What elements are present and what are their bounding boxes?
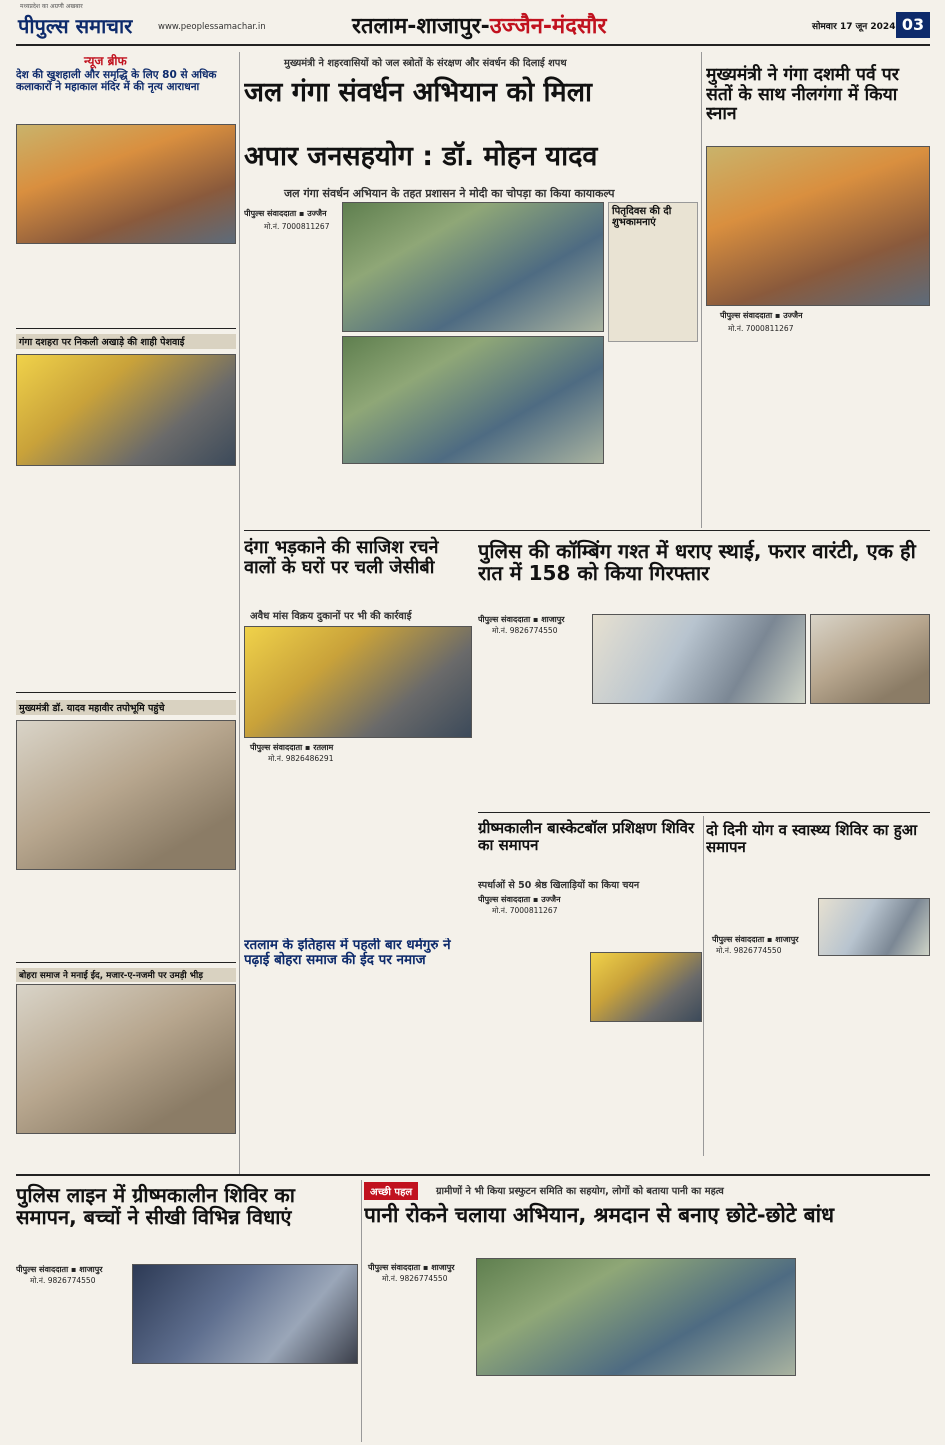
basketball-subhead: स्पर्धाओं से 50 श्रेष्ठ खिलाड़ियों का किया चयन bbox=[478, 880, 640, 891]
cm-ganga-byline-name: पीपुल्स संवाददाता bbox=[720, 311, 773, 320]
yoga-byline-city: शाजापुर bbox=[775, 935, 799, 944]
bohra-headline: रतलाम के इतिहास में पहली बार धर्मगुरु ने पढ़ाई बोहरा समाज की ईद पर नमाज bbox=[244, 938, 451, 969]
column-divider-right-lower bbox=[703, 816, 704, 1156]
basketball-photo bbox=[590, 952, 702, 1022]
main-story-sidebar-head: पितृदिवस की दी शुभकामनाएं bbox=[612, 206, 672, 229]
main-story-subhead: जल गंगा संवर्धन अभियान के तहत प्रशासन ने मोदी का चोपड़ा का किया कायाकल्प bbox=[284, 187, 615, 200]
news-brief-column bbox=[16, 52, 236, 1174]
news-brief-label: न्यूज ब्रीफ bbox=[84, 54, 127, 68]
masthead-rule bbox=[16, 44, 930, 46]
main-story-kicker: मुख्यमंत्री ने शहरवासियों को जल स्त्रोतों के संरक्षण और संवर्धन की दिलाई शपथ bbox=[284, 58, 567, 69]
main-story-mobile bbox=[264, 222, 329, 232]
water-byline: पीपुल्स संवाददाता ▪ शाजापुर bbox=[368, 1263, 455, 1272]
water-kicker: ग्रामीणों ने भी किया प्रस्फुटन समिति का सहयोग, लोगों को बताया पानी का महत्व bbox=[436, 1186, 724, 1197]
main-story-headline-2: अपार जनसहयोग : डॉ. मोहन यादव bbox=[244, 141, 598, 172]
police-line-photo bbox=[132, 1264, 358, 1364]
brief-1-photo bbox=[16, 124, 236, 244]
main-story-photo-ceremony bbox=[342, 202, 604, 332]
masthead-brand: पीपुल्स समाचार bbox=[18, 14, 133, 38]
danga-byline-name: पीपुल्स संवाददाता bbox=[250, 743, 303, 752]
brief-1-headline: देश की खुशहाली और समृद्धि के लिए 80 से अधिक कलाकारों ने महाकाल मंदिर में की नृत्य आराधना bbox=[16, 69, 217, 93]
cm-ganga-story bbox=[706, 52, 930, 528]
basketball-mobile bbox=[492, 906, 557, 916]
masthead bbox=[0, 0, 945, 46]
combing-mobile bbox=[492, 626, 557, 636]
main-story-headline-1: जल गंगा संवर्धन अभियान को मिला bbox=[244, 77, 592, 108]
brief-2-headline: गंगा दशहरा पर निकली अखाड़े की शाही पेशवाई bbox=[16, 334, 236, 349]
police-line-mobile bbox=[30, 1276, 95, 1286]
water-photo bbox=[476, 1258, 796, 1376]
water-tag: अच्छी पहल bbox=[364, 1182, 418, 1200]
cm-ganga-photo bbox=[706, 146, 930, 306]
police-line-headline: पुलिस लाइन में ग्रीष्मकालीन शिविर का समापन, बच्चों ने सीखी विभिन्न विधाएं bbox=[16, 1183, 295, 1230]
danga-photo-jcb bbox=[244, 626, 472, 738]
combing-byline-name: पीपुल्स संवाददाता bbox=[478, 615, 531, 624]
cm-ganga-mobile-no: मो.नं. 7000811267 bbox=[728, 324, 794, 333]
section-rule-2 bbox=[478, 812, 930, 813]
yoga-byline-name: पीपुल्स संवाददाता bbox=[712, 935, 765, 944]
masthead-date: सोमवार 17 जून 2024 bbox=[812, 22, 896, 32]
basketball-byline: पीपुल्स संवाददाता ▪ उज्जैन bbox=[478, 895, 561, 904]
brief-divider-1 bbox=[16, 328, 236, 329]
section-rule-1 bbox=[244, 530, 930, 531]
edition-title-b: उज्जैन-मंदसौर bbox=[489, 14, 607, 39]
column-divider-mid bbox=[701, 52, 702, 528]
water-byline-city: शाजापुर bbox=[431, 1263, 455, 1272]
main-story bbox=[244, 52, 698, 528]
yoga-headline: दो दिनी योग व स्वास्थ्य शिविर का हुआ समापन bbox=[706, 821, 918, 856]
cm-ganga-byline: पीपुल्स संवाददाता ▪ उज्जैन bbox=[720, 311, 803, 320]
yoga-mobile bbox=[716, 946, 781, 956]
main-story-byline: पीपुल्स संवाददाता ▪ उज्जैन bbox=[244, 209, 327, 218]
brief-4-photo bbox=[16, 984, 236, 1134]
edition-title bbox=[352, 10, 606, 40]
danga-mobile-no: मो.नं. 9826486291 bbox=[268, 754, 334, 763]
danga-story bbox=[244, 534, 472, 934]
combing-mobile-no: मो.नं. 9826774550 bbox=[492, 626, 558, 635]
masthead-page-number: 03 bbox=[896, 12, 930, 38]
main-story-mobile-no: मो.नं. 7000811267 bbox=[264, 222, 330, 231]
water-mobile bbox=[382, 1274, 447, 1284]
masthead-brand-tag: मध्यप्रदेश का अग्रणी अखबार bbox=[20, 3, 83, 10]
basketball-byline-name: पीपुल्स संवाददाता bbox=[478, 895, 531, 904]
brief-2-photo bbox=[16, 354, 236, 466]
main-story-byline-city: उज्जैन bbox=[307, 209, 327, 218]
danga-subhead: अवैध मांस विक्रय दुकानों पर भी की कार्रवाई bbox=[250, 611, 412, 622]
cm-ganga-byline-city: उज्जैन bbox=[783, 311, 803, 320]
police-line-byline: पीपुल्स संवाददाता ▪ शाजापुर bbox=[16, 1265, 103, 1274]
combing-byline: पीपुल्स संवाददाता ▪ शाजापुर bbox=[478, 615, 565, 624]
yoga-byline: पीपुल्स संवाददाता ▪ शाजापुर bbox=[712, 935, 799, 944]
main-story-photo-stepwell bbox=[342, 336, 604, 464]
danga-byline: पीपुल्स संवाददाता ▪ रतलाम bbox=[250, 743, 334, 752]
brief-divider-2 bbox=[16, 692, 236, 693]
water-mobile-no: मो.नं. 9826774550 bbox=[382, 1274, 448, 1283]
water-headline: पानी रोकने चलाया अभियान, श्रमदान से बनाए छोटे-छोटे बांध bbox=[364, 1203, 835, 1227]
combing-photo-police bbox=[592, 614, 806, 704]
combing-headline: पुलिस की कॉम्बिंग गश्त में धराए स्थाई, फरार वारंटी, एक ही रात में 158 को किया गिरफ्तार bbox=[478, 539, 916, 586]
brief-3-photo bbox=[16, 720, 236, 870]
water-story bbox=[364, 1180, 930, 1442]
brief-divider-3 bbox=[16, 962, 236, 963]
combing-byline-city: शाजापुर bbox=[541, 615, 565, 624]
cm-ganga-mobile bbox=[728, 324, 793, 334]
water-byline-name: पीपुल्स संवाददाता bbox=[368, 1263, 421, 1272]
combing-photo-detainees bbox=[810, 614, 930, 704]
yoga-story bbox=[706, 816, 930, 1156]
masthead-website: www.peoplessamachar.in bbox=[158, 22, 266, 32]
police-line-story bbox=[16, 1180, 358, 1442]
danga-headline: दंगा भड़काने की साजिश रचने वालों के घरों पर चली जेसीबी bbox=[244, 537, 439, 579]
column-divider-bottom bbox=[361, 1180, 362, 1442]
brief-4-headline: बोहरा समाज ने मनाई ईद, मजार-ए-नजमी पर उमड़ी भीड़ bbox=[16, 968, 236, 982]
cm-ganga-headline: मुख्यमंत्री ने गंगा दशमी पर्व पर संतों के साथ नीलगंगा में किया स्नान bbox=[706, 65, 899, 125]
basketball-byline-city: उज्जैन bbox=[541, 895, 561, 904]
basketball-headline: ग्रीष्मकालीन बास्केटबॉल प्रशिक्षण शिविर का समापन bbox=[478, 819, 695, 854]
police-line-byline-name: पीपुल्स संवाददाता bbox=[16, 1265, 69, 1274]
column-divider-left bbox=[239, 52, 240, 1174]
basketball-story bbox=[478, 816, 702, 1156]
combing-story bbox=[478, 534, 930, 812]
danga-mobile bbox=[268, 754, 333, 764]
yoga-mobile-no: मो.नं. 9826774550 bbox=[716, 946, 782, 955]
basketball-mobile-no: मो.नं. 7000811267 bbox=[492, 906, 558, 915]
yoga-photo bbox=[818, 898, 930, 956]
main-story-byline-name: पीपुल्स संवाददाता bbox=[244, 209, 297, 218]
danga-byline-city: रतलाम bbox=[313, 743, 334, 752]
section-rule-bottom bbox=[16, 1174, 930, 1176]
police-line-byline-city: शाजापुर bbox=[79, 1265, 103, 1274]
police-line-mobile-no: मो.नं. 9826774550 bbox=[30, 1276, 96, 1285]
edition-title-a: रतलाम-शाजापुर- bbox=[352, 14, 490, 39]
brief-3-headline: मुख्यमंत्री डॉ. यादव महावीर तपोभूमि पहुंचे bbox=[16, 700, 236, 715]
bohra-story bbox=[244, 938, 472, 1156]
